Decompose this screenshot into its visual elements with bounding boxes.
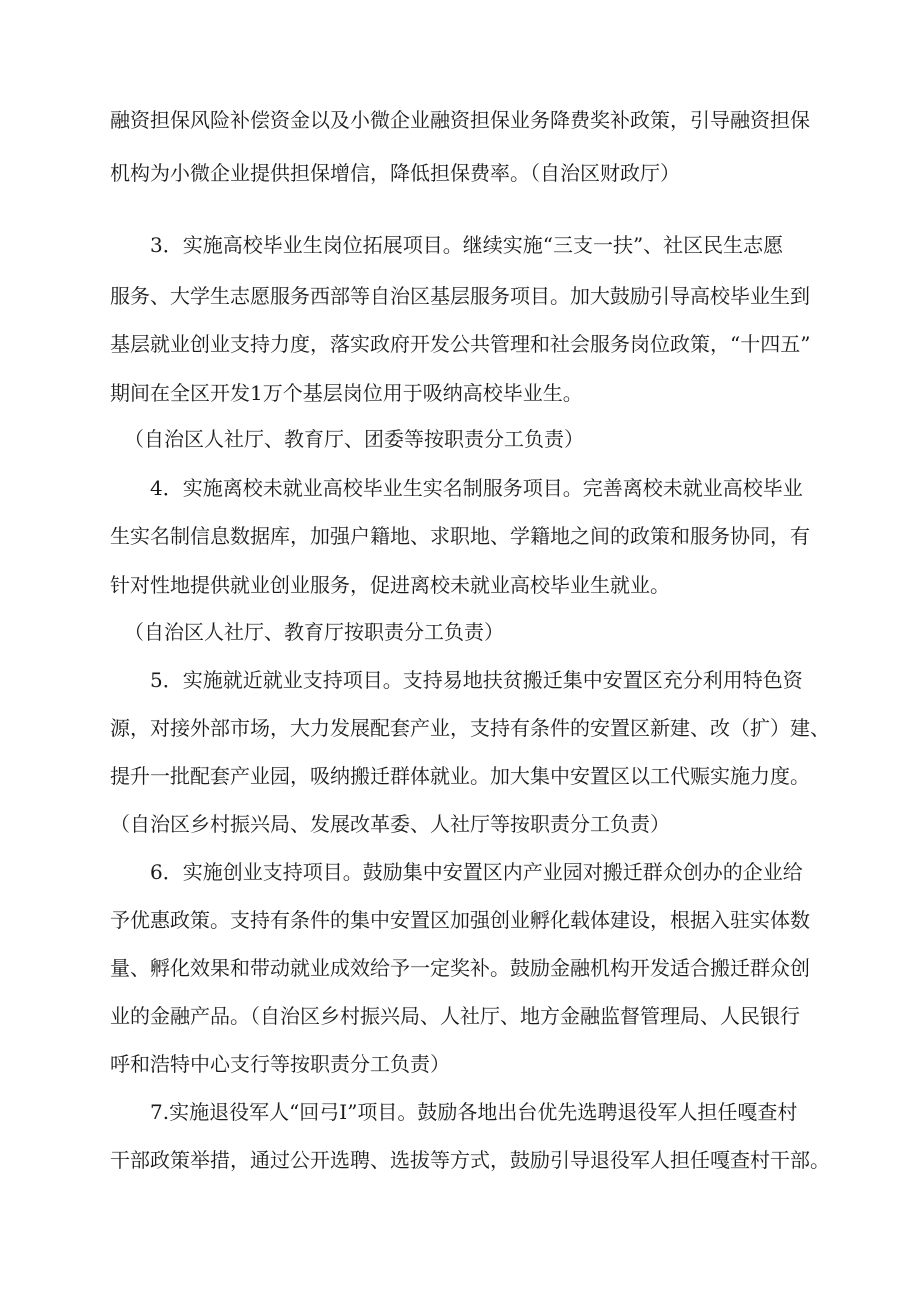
body-line: 6．实施创业支持项目。鼓励集中安置区内产业园对搬迁群众创办的企业给 (150, 860, 803, 884)
body-line: 干部政策举措，通过公开选聘、选拔等方式，鼓励引导退役军人担任嘎查村干部。 (110, 1148, 830, 1172)
body-line: 量、孵化效果和带动就业成效给予一定奖补。鼓励金融机构开发适合搬迁群众创 (110, 956, 810, 980)
body-line: 服务、大学生志愿服务西部等自治区基层服务项目。加大鼓励引导高校毕业生到 (110, 284, 810, 308)
responsible-dept-line: （自治区乡村振兴局、发展改革委、人社厅等按职责分工负责） (110, 812, 670, 836)
body-line: 4．实施离校未就业高校毕业生实名制服务项目。完善离校未就业高校毕业 (150, 476, 803, 500)
body-line: 呼和浩特中心支行等按职责分工负责） (110, 1052, 450, 1076)
body-line: 5．实施就近就业支持项目。支持易地扶贫搬迁集中安置区充分利用特色资 (150, 668, 803, 692)
body-line: 期间在全区开发1万个基层岗位用于吸纳高校毕业生。 (110, 381, 583, 405)
body-line: 基层就业创业支持力度，落实政府开发公共管理和社会服务岗位政策，“十四五” (110, 332, 811, 356)
body-line: 机构为小微企业提供担保增信，降低担保费率。（自治区财政厅） (110, 161, 680, 185)
responsible-dept-line: （自治区人社厅、教育厅、团委等按职责分工负责） (124, 427, 584, 451)
responsible-dept-line: （自治区人社厅、教育厅按职责分工负责） (124, 620, 504, 644)
body-line: 融资担保风险补偿资金以及小微企业融资担保业务降费奖补政策，引导融资担保 (110, 108, 810, 132)
body-line: 予优惠政策。支持有条件的集中安置区加强创业孵化载体建设，根据入驻实体数 (110, 908, 810, 932)
body-line: 生实名制信息数据库，加强户籍地、求职地、学籍地之间的政策和服务协同，有 (110, 524, 810, 548)
body-line: 3．实施高校毕业生岗位拓展项目。继续实施“三支一扶”、社区民生志愿 (150, 233, 784, 257)
body-line: 业的金融产品。（自治区乡村振兴局、人社厅、地方金融监督管理局、人民银行 (110, 1004, 800, 1028)
body-line: 针对性地提供就业创业服务，促进离校未就业高校毕业生就业。 (110, 573, 670, 597)
body-line: 7.实施退役军人“回弓I”项目。鼓励各地出台优先选聘退役军人担任嘎查村 (150, 1100, 798, 1124)
body-line: 提升一批配套产业园，吸纳搬迁群体就业。加大集中安置区以工代赈实施力度。 (110, 764, 810, 788)
body-line: 源，对接外部市场，大力发展配套产业，支持有条件的安置区新建、改（扩）建、 (110, 716, 830, 740)
